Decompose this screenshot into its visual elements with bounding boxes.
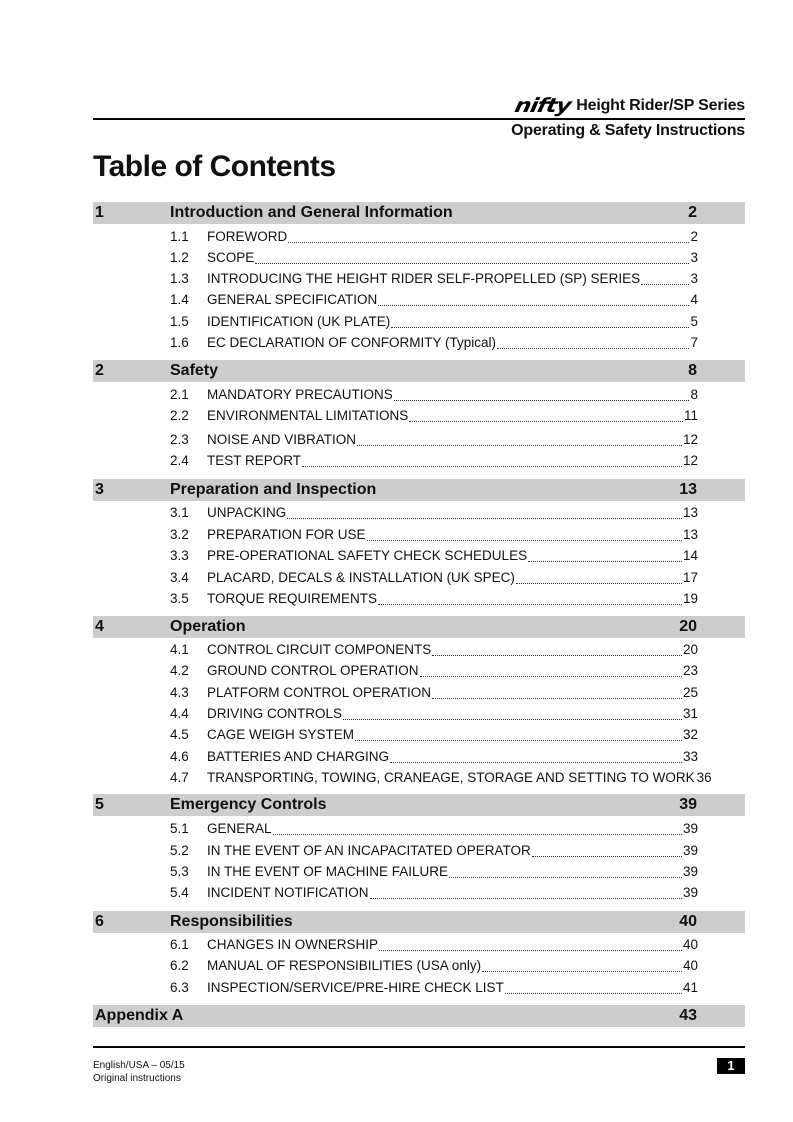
dot-leader [288,242,689,243]
section-title: Introduction and General Information [170,204,453,221]
toc-entry [170,663,698,681]
appendix-page: 43 [679,1007,697,1024]
section-page: 8 [688,362,697,379]
dot-leader [302,466,682,467]
toc-entry [170,271,698,289]
toc-entry [170,387,698,405]
toc-entry [170,453,698,471]
section-title: Emergency Controls [170,796,327,813]
toc-entry [170,843,698,861]
toc-entry [170,749,698,767]
entry-page: 5 [690,314,698,329]
entry-number: 6.1 [170,937,189,952]
entry-title: ENVIRONMENTAL LIMITATIONS [207,408,409,423]
entry-page: 39 [682,843,698,858]
dot-leader [516,583,682,584]
entry-number: 1.6 [170,335,189,350]
section-heading [93,360,745,382]
dot-leader [378,604,682,605]
entry-page: 8 [690,387,698,402]
dot-leader [420,676,682,677]
entry-page: 39 [682,885,698,900]
dot-leader [391,327,689,328]
dot-leader [482,971,682,972]
header-logo-line [512,94,745,118]
entry-page: 12 [682,453,698,468]
dot-leader [641,284,689,285]
entry-title: SCOPE [207,250,255,265]
entry-title: IN THE EVENT OF AN INCAPACITATED OPERATOR [207,843,531,858]
entry-number: 4.5 [170,727,189,742]
entry-title: NOISE AND VIBRATION [207,432,357,447]
dot-leader [287,518,682,519]
entry-number: 3.5 [170,591,189,606]
toc-entry [170,527,698,545]
entry-page: 7 [690,335,698,350]
entry-page: 3 [690,250,698,265]
entry-number: 5.1 [170,821,189,836]
entry-page: 33 [682,749,698,764]
entry-number: 5.2 [170,843,189,858]
entry-page: 39 [682,864,698,879]
dot-leader [390,762,682,763]
entry-title: PRE-OPERATIONAL SAFETY CHECK SCHEDULES [207,548,528,563]
section-page: 13 [679,481,697,498]
toc-entry [170,727,698,745]
section-number: 5 [95,796,104,813]
entry-title: IN THE EVENT OF MACHINE FAILURE [207,864,449,879]
section-heading [93,616,745,638]
dot-leader [355,740,682,741]
section-title: Preparation and Inspection [170,481,377,498]
document-subtitle: Operating & Safety Instructions [511,122,745,139]
entry-number: 3.4 [170,570,189,585]
section-page: 2 [688,204,697,221]
entry-number: 1.2 [170,250,189,265]
entry-number: 4.3 [170,685,189,700]
dot-leader [409,421,683,422]
entry-page: 14 [682,548,698,563]
entry-page: 12 [682,432,698,447]
entry-title: CHANGES IN OWNERSHIP [207,937,379,952]
entry-number: 4.7 [170,770,189,785]
entry-page: 39 [682,821,698,836]
entry-title: GROUND CONTROL OPERATION [207,663,419,678]
entry-number: 4.1 [170,642,189,657]
toc-entry [170,821,698,839]
section-number: 4 [95,618,104,635]
appendix-heading [93,1005,745,1027]
page-title: Table of Contents [93,150,336,183]
toc-entry [170,408,698,426]
toc-entry [170,335,698,353]
dot-leader [497,348,689,349]
entry-title: MANDATORY PRECAUTIONS [207,387,393,402]
toc-entry [170,292,698,310]
section-number: 1 [95,204,104,221]
entry-number: 6.3 [170,980,189,995]
dot-leader [394,400,690,401]
section-number: 3 [95,481,104,498]
entry-title: EC DECLARATION OF CONFORMITY (Typical) [207,335,497,350]
toc-entry [170,229,698,247]
dot-leader [432,655,682,656]
brand-logo: nifty [512,94,573,118]
toc-entry [170,958,698,976]
section-title: Operation [170,618,246,635]
entry-title: UNPACKING [207,505,287,520]
entry-page: 4 [690,292,698,307]
dot-leader [273,834,682,835]
page-number-badge: 1 [717,1058,745,1074]
toc-entry [170,548,698,566]
dot-leader [449,877,682,878]
entry-number: 3.1 [170,505,189,520]
toc-entry [170,314,698,332]
entry-page: 41 [682,980,698,995]
toc-entry [170,980,698,998]
toc-entry [170,706,698,724]
section-heading [93,911,745,933]
appendix-title: Appendix A [95,1007,184,1024]
entry-number: 2.1 [170,387,189,402]
entry-page: 31 [682,706,698,721]
section-number: 6 [95,913,104,930]
entry-title: TRANSPORTING, TOWING, CRANEAGE, STORAGE AND SETTING TO WORK [207,770,695,785]
entry-title: TEST REPORT [207,453,302,468]
entry-title: IDENTIFICATION (UK PLATE) [207,314,391,329]
entry-number: 4.4 [170,706,189,721]
entry-page: 25 [682,685,698,700]
header-rule [93,118,745,120]
entry-title: GENERAL [207,821,272,836]
entry-page: 40 [682,937,698,952]
section-page: 20 [679,618,697,635]
entry-title: CAGE WEIGH SYSTEM [207,727,355,742]
entry-page: 32 [682,727,698,742]
series-title: Height Rider/SP Series [576,97,745,114]
entry-title: CONTROL CIRCUIT COMPONENTS [207,642,432,657]
entry-page: 13 [682,527,698,542]
toc-entry [170,770,712,788]
entry-number: 1.1 [170,229,189,244]
entry-page: 19 [682,591,698,606]
dot-leader [370,898,682,899]
entry-title: INTRODUCING THE HEIGHT RIDER SELF-PROPELLED (SP) SERIES [207,271,641,286]
section-page: 39 [679,796,697,813]
toc-entry [170,505,698,523]
entry-number: 1.5 [170,314,189,329]
entry-title: TORQUE REQUIREMENTS [207,591,378,606]
dot-leader [378,305,689,306]
dot-leader [367,540,682,541]
footer-language-date: English/USA – 05/15 [93,1060,185,1071]
page-header [93,92,745,142]
dot-leader [532,856,682,857]
toc-entry [170,432,698,450]
entry-number: 6.2 [170,958,189,973]
section-title: Responsibilities [170,913,293,930]
toc-entry [170,685,698,703]
footer-original-instructions: Original instructions [93,1073,181,1084]
entry-number: 5.3 [170,864,189,879]
dot-leader [432,698,682,699]
toc-entry [170,250,698,268]
entry-title: INSPECTION/SERVICE/PRE-HIRE CHECK LIST [207,980,504,995]
dot-leader [343,719,682,720]
entry-number: 5.4 [170,885,189,900]
entry-title: GENERAL SPECIFICATION [207,292,378,307]
toc-entry [170,642,698,660]
dot-leader [255,263,689,264]
entry-number: 4.2 [170,663,189,678]
toc-entry [170,864,698,882]
toc-entry [170,591,698,609]
entry-number: 2.2 [170,408,189,423]
dot-leader [528,561,682,562]
entry-page: 36 [696,770,712,785]
section-page: 40 [679,913,697,930]
toc-entry [170,937,698,955]
entry-page: 23 [682,663,698,678]
entry-title: BATTERIES AND CHARGING [207,749,390,764]
entry-number: 2.3 [170,432,189,447]
footer-rule [93,1046,745,1048]
section-heading [93,202,745,224]
entry-number: 4.6 [170,749,189,764]
entry-page: 3 [690,271,698,286]
section-heading [93,479,745,501]
dot-leader [357,445,682,446]
entry-title: FOREWORD [207,229,288,244]
section-heading [93,794,745,816]
entry-title: PLACARD, DECALS & INSTALLATION (UK SPEC) [207,570,515,585]
section-title: Safety [170,362,219,379]
section-number: 2 [95,362,104,379]
toc-entry [170,570,698,588]
entry-page: 20 [682,642,698,657]
toc-entry [170,885,698,903]
entry-title: INCIDENT NOTIFICATION [207,885,369,900]
entry-page: 17 [682,570,698,585]
entry-page: 2 [690,229,698,244]
entry-title: MANUAL OF RESPONSIBILITIES (USA only) [207,958,482,973]
entry-title: DRIVING CONTROLS [207,706,343,721]
entry-title: PLATFORM CONTROL OPERATION [207,685,432,700]
entry-page: 40 [682,958,698,973]
dot-leader [379,950,682,951]
entry-title: PREPARATION FOR USE [207,527,366,542]
entry-page: 13 [682,505,698,520]
entry-number: 2.4 [170,453,189,468]
dot-leader [505,993,682,994]
footer-text [93,1059,185,1085]
entry-number: 3.2 [170,527,189,542]
entry-page: 11 [683,408,698,423]
entry-number: 1.3 [170,271,189,286]
entry-number: 1.4 [170,292,189,307]
entry-number: 3.3 [170,548,189,563]
